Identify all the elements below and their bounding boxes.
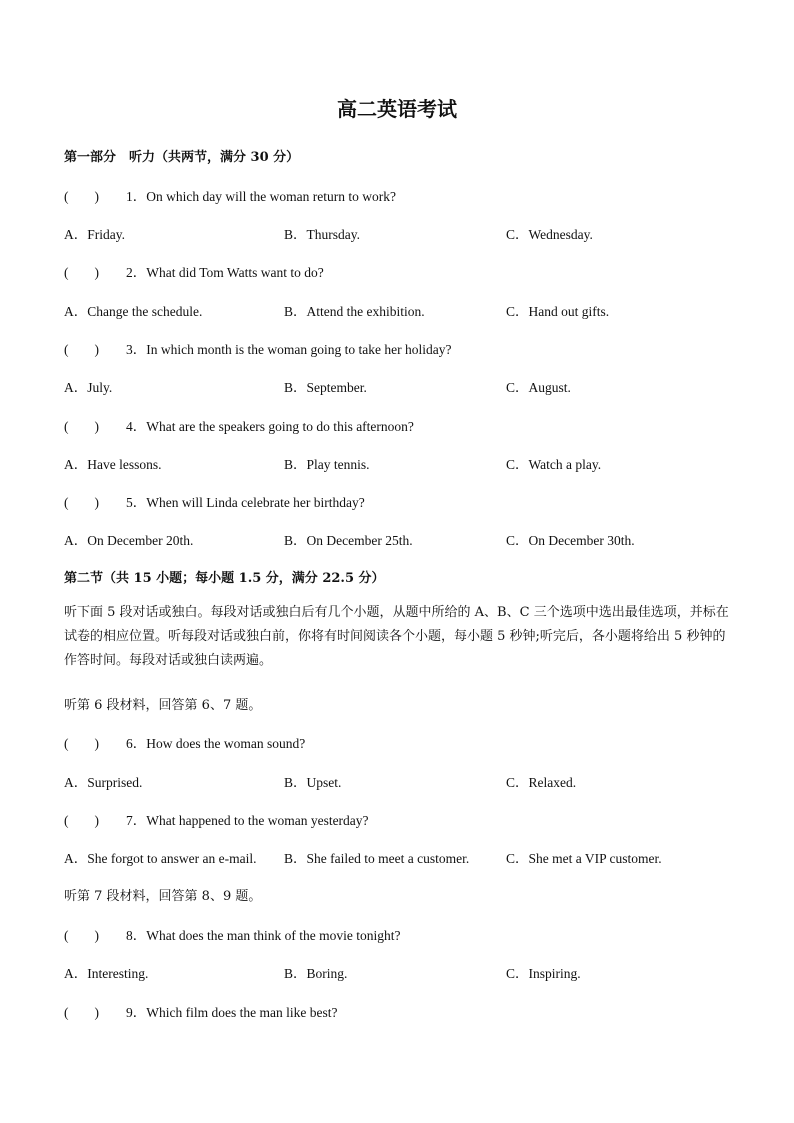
question-number: 9． [126, 1005, 147, 1020]
answer-blank[interactable] [64, 813, 126, 829]
option-c[interactable]: C．Relaxed. [506, 775, 577, 790]
option-b[interactable]: B．Boring. [284, 966, 348, 981]
question-number: 8． [126, 928, 147, 943]
answer-blank[interactable] [64, 189, 126, 205]
answer-blank[interactable] [64, 495, 126, 511]
option-b[interactable]: B．September. [284, 380, 367, 395]
question-6 [64, 732, 305, 752]
option-b[interactable]: B．On December 25th. [284, 533, 413, 548]
question-number: 4． [126, 419, 147, 434]
option-c[interactable]: C．August. [506, 380, 571, 395]
question-number: 1． [126, 189, 147, 204]
option-c[interactable]: C．On December 30th. [506, 533, 635, 548]
question-3 [64, 338, 451, 358]
question-4 [64, 415, 414, 435]
section2-heading: 第二节（共 15 小题；每小题 1.5 分，满分 22.5 分） [64, 571, 385, 586]
option-a[interactable]: A．July. [64, 380, 113, 395]
option-a[interactable]: A．She forgot to answer an e-mail. [64, 851, 257, 866]
answer-blank[interactable] [64, 265, 126, 281]
material-7-label: 听第 7 段材料，回答第 8、9 题。 [64, 889, 262, 904]
question-1 [64, 185, 396, 205]
option-a[interactable]: A．Friday. [64, 227, 125, 242]
question-5 [64, 491, 365, 511]
option-a[interactable]: A．Have lessons. [64, 457, 162, 472]
option-b[interactable]: B．Play tennis. [284, 457, 370, 472]
question-9 [64, 1001, 337, 1021]
option-c[interactable]: C．Hand out gifts. [506, 304, 610, 319]
question-text: What does the man think of the movie tonight? [146, 928, 401, 943]
question-text: In which month is the woman going to take her holiday? [146, 342, 452, 357]
question-number: 6． [126, 736, 147, 751]
option-b[interactable]: B．She failed to meet a customer. [284, 851, 470, 866]
answer-blank[interactable] [64, 342, 126, 358]
question-text: How does the woman sound? [146, 736, 306, 751]
question-number: 7． [126, 813, 147, 828]
question-number: 2． [126, 265, 147, 280]
option-c[interactable]: C．Wednesday. [506, 227, 593, 242]
material-6-label: 听第 6 段材料，回答第 6、7 题。 [64, 698, 262, 713]
answer-blank[interactable] [64, 928, 126, 944]
option-b[interactable]: B．Upset. [284, 775, 342, 790]
question-7 [64, 809, 369, 829]
option-a[interactable]: A．Change the schedule. [64, 304, 203, 319]
question-text: What happened to the woman yesterday? [146, 813, 369, 828]
question-text: Which film does the man like best? [146, 1005, 338, 1020]
option-a[interactable]: A．On December 20th. [64, 533, 194, 548]
question-number: 5． [126, 495, 147, 510]
question-8 [64, 924, 400, 944]
option-b[interactable]: B．Attend the exhibition. [284, 304, 425, 319]
option-b[interactable]: B．Thursday. [284, 227, 360, 242]
question-text: When will Linda celebrate her birthday? [146, 495, 365, 510]
answer-blank[interactable] [64, 1005, 126, 1021]
part1-heading: 第一部分 听力（共两节，满分 30 分） [64, 150, 300, 165]
answer-blank[interactable] [64, 736, 126, 752]
question-text: On which day will the woman return to work? [146, 189, 396, 204]
option-a[interactable]: A．Surprised. [64, 775, 143, 790]
question-2 [64, 261, 324, 281]
option-a[interactable]: A．Interesting. [64, 966, 149, 981]
page-title: 高二英语考试 [337, 97, 457, 121]
question-text: What did Tom Watts want to do? [146, 265, 324, 280]
section2-instructions: 听下面 5 段对话或独白。每段对话或独白后有几个小题，从题中所给的 A、B、C 三个选项中选出最佳选项，并标在试卷的相应位置。听每段对话或独白前，你将有时间阅读各个小题，每小题 5 秒钟;听完后，各小题将给出 5 秒钟的作答时间。每段对话或独白读两遍。 [64, 605, 729, 668]
option-c[interactable]: C．She met a VIP customer. [506, 851, 662, 866]
option-c[interactable]: C．Watch a play. [506, 457, 602, 472]
question-text: What are the speakers going to do this afternoon? [146, 419, 414, 434]
answer-blank[interactable] [64, 419, 126, 435]
question-number: 3． [126, 342, 147, 357]
option-c[interactable]: C．Inspiring. [506, 966, 581, 981]
